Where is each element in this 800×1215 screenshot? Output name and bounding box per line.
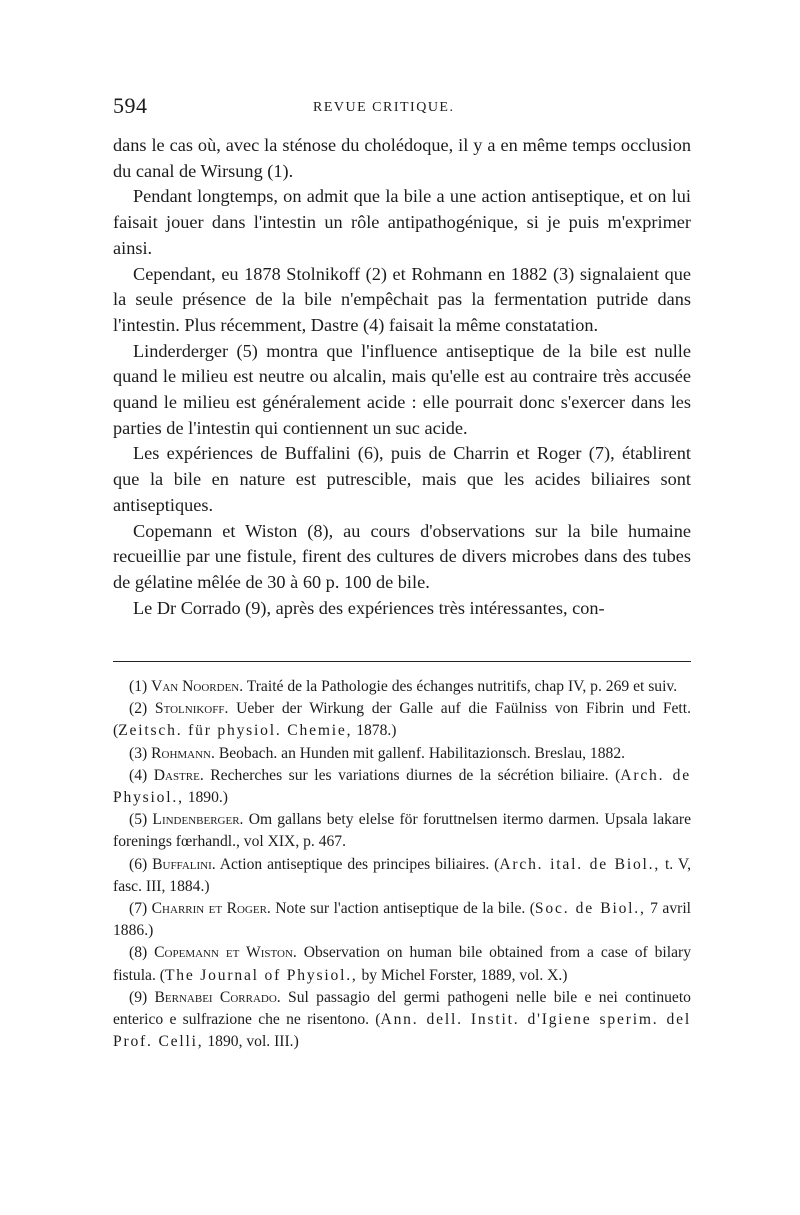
footnote-number: (5) <box>129 811 148 829</box>
footnote-author: Stolnikoff. <box>154 700 229 718</box>
footnote-journal: The Journal of Physiol., <box>164 966 358 984</box>
footnote-text: Observation on human bile obtained from a case of bilary fistula. ( <box>113 944 691 984</box>
footnote-text: Action antiseptique des principes biliaires. ( <box>219 855 500 873</box>
footnote-number: (1) <box>129 678 148 695</box>
footnote-author: Copemann et Wiston. <box>154 944 297 962</box>
footnote <box>113 809 691 853</box>
footnote-text: Beobach. an Hunden mit gallenf. Habilitazionsch. Breslau, 1882. <box>218 744 626 762</box>
page-header <box>113 93 693 123</box>
footnote-author: Buffalini. <box>152 855 216 873</box>
footnote-text: Ueber der Wirkung der Galle auf die Faülniss von Fibrin und Fett. ( <box>113 700 691 740</box>
footnote <box>113 743 691 765</box>
footnote-author: Rohmann. <box>151 744 215 762</box>
footnote-author: Dastre. <box>153 766 204 784</box>
footnote-number: (8) <box>129 944 148 962</box>
footnote-text-after: 7 avril 1886.) <box>113 900 692 940</box>
footnote-text-after: by Michel Forster, 1889, vol. X.) <box>357 966 568 984</box>
footnote <box>113 854 691 898</box>
footnote-number: (7) <box>129 900 148 918</box>
footnote-divider <box>113 661 691 662</box>
paragraph: Pendant longtemps, on admit que la bile a une action antiseptique, et on lui faisait jouer dans l'intestin un rôle antipathogénique, si je puis m'exprimer ainsi. <box>113 186 691 258</box>
footnote-text: Recherches sur les variations diurnes de la sécrétion biliaire. ( <box>210 766 621 784</box>
footnote-number: (2) <box>129 700 148 718</box>
footnote-text-after: 1878.) <box>352 722 397 740</box>
footnotes <box>113 676 691 1053</box>
footnote-author: Lindenberger. <box>152 811 244 829</box>
footnote-author: Bernabei Corrado. <box>154 988 281 1006</box>
footnote-text: Traité de la Pathologie des échanges nutritifs, chap IV, p. 269 et suiv. <box>246 678 678 695</box>
footnote-journal: Arch. de Physiol., <box>113 766 691 807</box>
footnote-number: (9) <box>129 988 148 1006</box>
running-title: REVUE CRITIQUE. <box>313 100 455 115</box>
footnote-number: (6) <box>129 855 148 873</box>
footnote-number: (4) <box>129 766 148 784</box>
footnote <box>113 942 691 986</box>
paragraph: dans le cas où, avec la sténose du cholédoque, il y a en même temps occlusion du canal de Wirsung (1). <box>113 135 691 181</box>
footnote-journal: Arch. ital. de Biol., <box>499 855 661 873</box>
footnote <box>113 987 691 1054</box>
footnote-journal: Ann. dell. Instit. d'Igiene sperim. del Prof. Celli, <box>113 1011 692 1051</box>
paragraph: Copemann et Wiston (8), au cours d'observations sur la bile humaine recueillie par une fistule, firent des cultures de divers microbes dans des tubes de gélatine mêlée de 30 à 60 p. 100 de bile. <box>113 520 691 592</box>
footnote-number: (3) <box>129 744 148 762</box>
footnote-text-after: t. V, fasc. III, 1884.) <box>113 855 691 895</box>
footnote-text-after: 1890.) <box>183 789 228 807</box>
paragraph: Le Dr Corrado (9), après des expériences très intéressantes, con- <box>133 597 605 618</box>
footnote <box>113 698 691 742</box>
footnote-text: Sul passagio del germi pathogeni nelle bile e nei continueto enterico e sulfrazione che ne risentono. ( <box>113 988 691 1029</box>
footnote <box>113 676 691 698</box>
paragraph: Cependant, eu 1878 Stolnikoff (2) et Rohmann en 1882 (3) signalaient que la seule présence de la bile n'empêchait pas la fermentation putride dans l'intestin. Plus récemment, Dastre (4) faisait la même constatation. <box>113 263 691 335</box>
footnote <box>113 898 691 942</box>
footnote-text-after: 1890, vol. III.) <box>203 1033 299 1051</box>
body-text <box>113 133 691 621</box>
page-number: 594 <box>113 93 148 118</box>
footnote-journal: Zeitsch. für physiol. Chemie, <box>118 722 353 740</box>
paragraph: Les expériences de Buffalini (6), puis de Charrin et Roger (7), établirent que la bile en nature est putrescible, mais que les acides biliaires sont antiseptiques. <box>113 443 691 515</box>
footnote-author: Van Noorden. <box>151 678 244 695</box>
footnote-journal: Soc. de Biol., <box>534 900 646 918</box>
footnote-text: Note sur l'action antiseptique de la bile. ( <box>275 900 535 918</box>
footnote-text: Om gallans bety elelse för foruttnelsen itermo darmen. Upsala lakare forenings fœrhandl., vol XIX, p. 467. <box>113 811 692 851</box>
footnote-author: Charrin et Roger. <box>151 900 271 918</box>
paragraph: Linderderger (5) montra que l'influence antiseptique de la bile est nulle quand le milieu est neutre ou alcalin, mais qu'elle est au contraire très accusée quand le milieu est généralement acide : elle pourrait donc s'exercer dans les parties de l'intestin qui contiennent un suc acide. <box>113 340 691 438</box>
footnote <box>113 765 691 809</box>
